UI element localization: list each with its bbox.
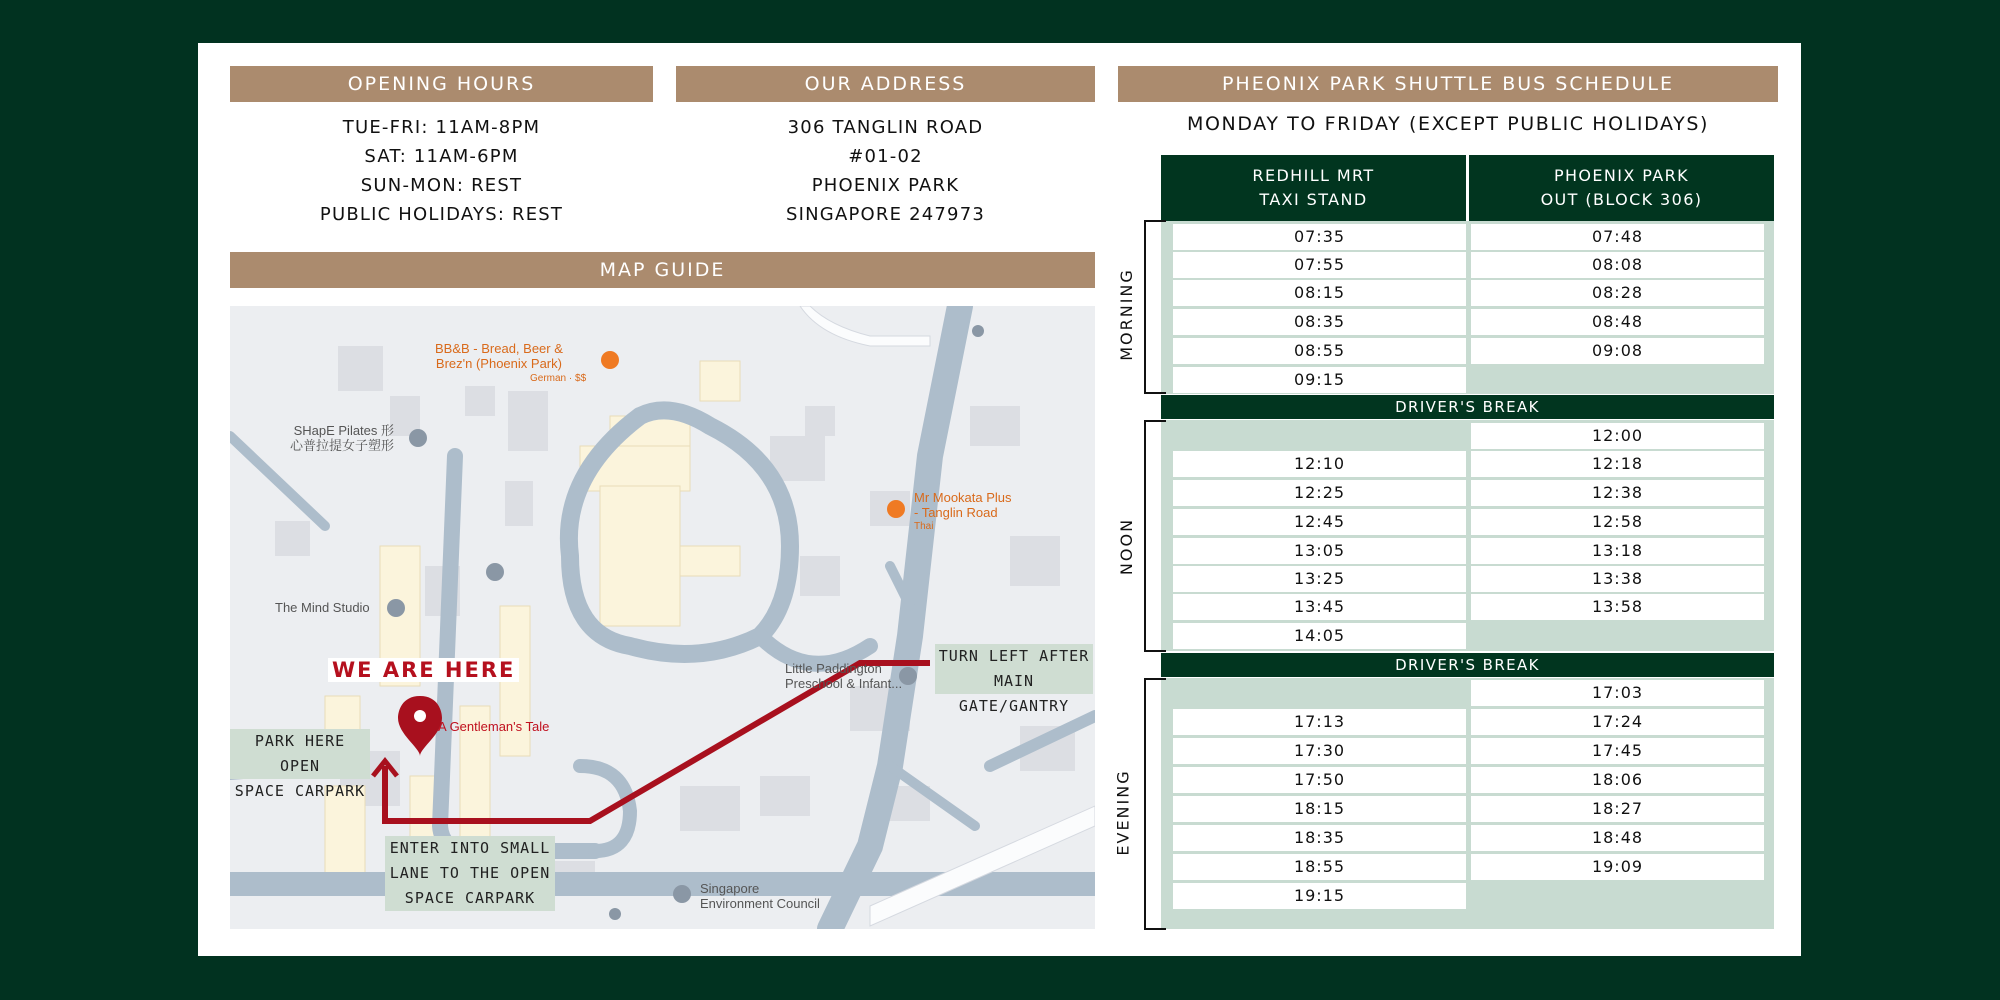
schedule-cell-noon-redhill: 12:10 [1173, 451, 1466, 477]
schedule-cell-evening-phoenix: 18:06 [1471, 767, 1764, 793]
schedule-cell-evening-phoenix: 19:09 [1471, 854, 1764, 880]
note-turn-left: TURN LEFT AFTER MAIN GATE/GANTRY [935, 644, 1093, 694]
schedule-cell-morning-phoenix: 08:08 [1471, 252, 1764, 278]
schedule-subheading: MONDAY TO FRIDAY (EXCEPT PUBLIC HOLIDAYS) [1186, 113, 1710, 135]
place-mookata[interactable]: Mr Mookata Plus - Tanglin Road [914, 490, 1012, 520]
evening-bracket [1144, 678, 1166, 930]
map-guide-heading: MAP GUIDE [230, 252, 1095, 288]
column-header-redhill-line2: TAXI STAND [1259, 190, 1368, 209]
period-evening-label: EVENING [1113, 769, 1133, 856]
schedule-cell-evening-phoenix: 17:24 [1471, 709, 1764, 735]
place-little-paddington[interactable]: Little Paddington Preschool & Infant... [785, 661, 903, 691]
note-enter-lane: ENTER INTO SMALL LANE TO THE OPEN SPACE CARPARK [385, 836, 555, 911]
schedule-cell-evening-redhill: 18:55 [1173, 854, 1466, 880]
drivers-break: DRIVER'S BREAK [1161, 395, 1774, 419]
schedule-cell-noon-phoenix: 13:58 [1471, 594, 1764, 620]
schedule-cell-morning-phoenix: 08:48 [1471, 309, 1764, 335]
column-header-redhill [1161, 155, 1466, 221]
address-line: PHOENIX PARK [811, 175, 960, 196]
schedule-cell-morning-phoenix: 09:08 [1471, 338, 1764, 364]
schedule-cell-evening-redhill: 18:35 [1173, 825, 1466, 851]
schedule-cell-noon-redhill: 14:05 [1173, 623, 1466, 649]
schedule-heading: PHEONIX PARK SHUTTLE BUS SCHEDULE [1118, 66, 1778, 102]
info-card [198, 43, 1801, 956]
schedule-cell-evening-redhill: 17:50 [1173, 767, 1466, 793]
hours-line: TUE-FRI: 11AM-8PM [342, 117, 541, 138]
opening-hours-heading: OPENING HOURS [230, 66, 653, 102]
place-gentlemans-tale[interactable]: A Gentleman's Tale [438, 719, 550, 734]
schedule-cell-evening-redhill: 17:13 [1173, 709, 1466, 735]
period-noon-label: NOON [1117, 517, 1137, 576]
schedule-cell-noon-phoenix: 13:18 [1471, 538, 1764, 564]
schedule-cell-morning-redhill: 09:15 [1173, 367, 1466, 393]
schedule-cell-morning-redhill: 07:35 [1173, 224, 1466, 250]
schedule-cell-noon-phoenix: 12:38 [1471, 480, 1764, 506]
schedule-cell-morning-phoenix: 08:28 [1471, 280, 1764, 306]
schedule-cell-evening-redhill: 19:15 [1173, 883, 1466, 909]
schedule-cell-noon-phoenix: 12:18 [1471, 451, 1764, 477]
schedule-cell-noon-phoenix: 13:38 [1471, 566, 1764, 592]
place-mookata-sub: Thai [914, 521, 934, 532]
schedule-cell-evening-phoenix: 17:45 [1471, 738, 1764, 764]
schedule-cell-morning-redhill: 07:55 [1173, 252, 1466, 278]
column-header-phoenix-line1: PHOENIX PARK [1553, 166, 1690, 185]
map-drawing [230, 306, 1095, 929]
hours-line: SUN-MON: REST [360, 175, 523, 196]
schedule-cell-morning-redhill: 08:35 [1173, 309, 1466, 335]
noon-bracket [1144, 420, 1166, 652]
hours-line: SAT: 11AM-6PM [364, 146, 519, 167]
column-header-phoenix [1469, 155, 1774, 221]
schedule-cell-morning-phoenix: 07:48 [1471, 224, 1764, 250]
schedule-cell-evening-phoenix: 18:27 [1471, 796, 1764, 822]
note-park-here: PARK HERE OPEN SPACE CARPARK [230, 729, 370, 779]
column-header-redhill-line1: REDHILL MRT [1252, 166, 1375, 185]
place-bbb-sub: German · $$ [530, 373, 587, 384]
map[interactable] [230, 306, 1095, 929]
place-bbb[interactable]: BB&B - Bread, Beer & Brez'n (Phoenix Park) [435, 341, 563, 371]
schedule-cell-evening-phoenix: 17:03 [1471, 680, 1764, 706]
schedule-cell-evening-phoenix: 18:48 [1471, 825, 1764, 851]
schedule-cell-noon-redhill: 12:45 [1173, 509, 1466, 535]
schedule-cell-evening-redhill: 18:15 [1173, 796, 1466, 822]
place-mind-studio[interactable]: The Mind Studio [275, 600, 370, 615]
morning-bracket [1144, 220, 1166, 394]
schedule-cell-noon-redhill: 12:25 [1173, 480, 1466, 506]
we-are-here-label: WE ARE HERE [328, 658, 519, 682]
drivers-break: DRIVER'S BREAK [1161, 653, 1774, 677]
hours-line: PUBLIC HOLIDAYS: REST [319, 204, 564, 225]
period-morning-label: MORNING [1116, 268, 1136, 361]
place-shape[interactable]: SHapE Pilates 形 心普拉提女子塑形 [290, 423, 395, 453]
schedule-cell-noon-redhill: 13:45 [1173, 594, 1466, 620]
schedule-cell-noon-phoenix: 12:58 [1471, 509, 1764, 535]
schedule-cell-evening-redhill: 17:30 [1173, 738, 1466, 764]
address-line: SINGAPORE 247973 [786, 204, 985, 225]
schedule-cell-morning-redhill: 08:15 [1173, 280, 1466, 306]
address-heading: OUR ADDRESS [676, 66, 1095, 102]
schedule-cell-noon-redhill: 13:05 [1173, 538, 1466, 564]
place-sec[interactable]: Singapore Environment Council [700, 881, 820, 911]
address-line: #01-02 [848, 146, 923, 167]
column-header-phoenix-line2: OUT (BLOCK 306) [1540, 190, 1703, 209]
schedule-cell-morning-redhill: 08:55 [1173, 338, 1466, 364]
schedule-cell-noon-redhill: 13:25 [1173, 566, 1466, 592]
schedule-cell-noon-phoenix: 12:00 [1471, 423, 1764, 449]
address-line: 306 TANGLIN ROAD [787, 117, 984, 138]
